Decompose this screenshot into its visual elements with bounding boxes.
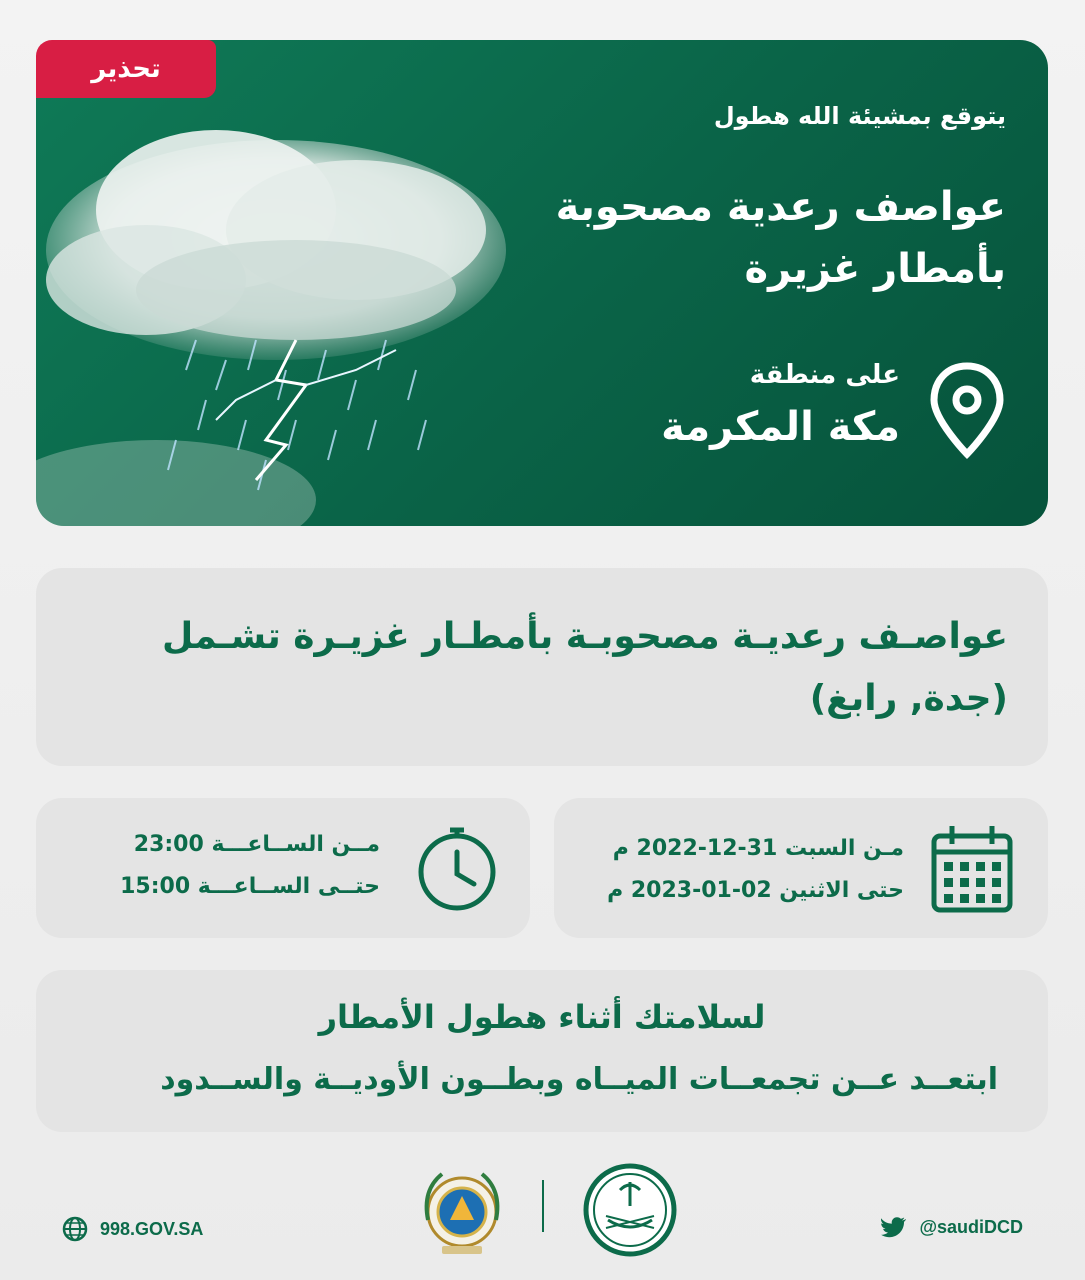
coverage-card [36, 568, 1048, 766]
coverage-line-2: (جدة, رابغ) [809, 678, 1008, 719]
time-to: حتــى الســاعـــة 15:00 [120, 874, 380, 899]
region-label: على منطقة [749, 360, 900, 390]
coverage-line-1: عواصـف رعديـة مصحوبـة بأمطـار غزيـرة تشـمل [162, 616, 1008, 657]
alert-intro: يتوقع بمشيئة الله هطول [713, 102, 1006, 130]
date-card [554, 798, 1048, 938]
date-from: مـن السبت 31-12-2022 م [612, 836, 904, 861]
headline-line-2: بأمطار غزيرة [744, 246, 1006, 292]
interior-ministry-emblem-icon [580, 1160, 680, 1260]
location-pin-icon [926, 360, 1008, 460]
safety-subtitle: ابتعــد عــن تجمعــات الميــاه وبطــون الأوديــة والســدود [160, 1062, 998, 1097]
website-link[interactable] [62, 1216, 203, 1242]
globe-icon [62, 1216, 88, 1242]
region-name: مكة المكرمة [661, 404, 900, 450]
twitter-icon [881, 1216, 907, 1238]
footer-divider [542, 1180, 544, 1232]
coverage-text [162, 606, 1008, 730]
twitter-link[interactable] [881, 1216, 1023, 1238]
time-from: مــن الســاعـــة 23:00 [133, 832, 380, 857]
alert-headline [556, 176, 1006, 300]
time-card [36, 798, 530, 938]
storm-cloud-icon [36, 40, 516, 526]
website-text: 998.GOV.SA [100, 1218, 204, 1239]
twitter-handle: @saudiDCD [919, 1216, 1023, 1237]
calendar-icon [930, 822, 1014, 914]
clock-icon [412, 824, 502, 914]
headline-line-1: عواصف رعدية مصحوبة [555, 184, 1006, 230]
date-to: حتى الاثنين 02-01-2023 م [607, 878, 904, 903]
warning-badge: تحذير [36, 40, 216, 98]
safety-card [36, 970, 1048, 1132]
safety-title: لسلامتك أثناء هطول الأمطار [318, 998, 766, 1036]
civil-defense-emblem-icon [412, 1160, 512, 1260]
alert-hero [36, 40, 1048, 526]
